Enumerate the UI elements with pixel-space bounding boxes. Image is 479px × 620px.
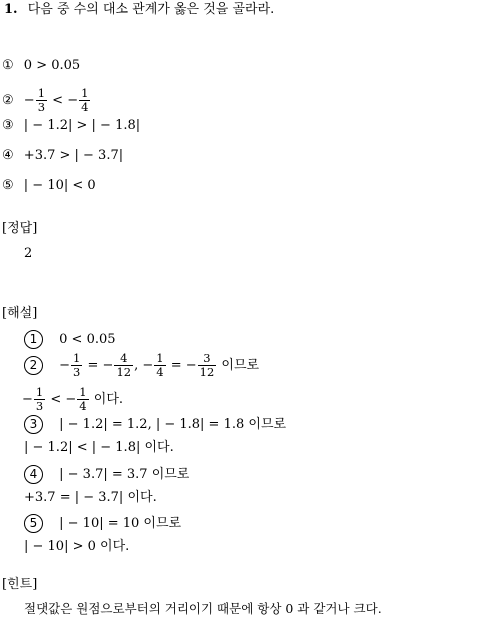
- fraction: [198, 352, 217, 379]
- denominator: 3: [73, 365, 81, 379]
- denominator: 3: [37, 100, 46, 114]
- choice-mark: ⑤: [2, 178, 14, 193]
- minus-sign: −: [22, 392, 33, 407]
- choice-mark: ②: [2, 93, 14, 108]
- numerator: 3: [203, 351, 211, 365]
- denominator: 3: [35, 399, 44, 413]
- answer-value: 2: [24, 246, 33, 261]
- fraction: [34, 386, 45, 413]
- fraction: [154, 352, 165, 379]
- fraction: [71, 352, 82, 379]
- circled-number: 3: [24, 415, 43, 434]
- choice-expression: | − 1.2| > | − 1.8|: [23, 118, 141, 133]
- circled-number: 5: [24, 514, 43, 533]
- circled-number: 2: [24, 356, 43, 375]
- choice-mark: ①: [2, 58, 14, 73]
- operator: = −: [83, 358, 114, 373]
- operator: , −: [134, 358, 154, 373]
- explanation-5-line-2: | − 10| > 0 이다.: [24, 539, 130, 554]
- answer-header: [정답]: [2, 221, 38, 236]
- explanation-3-line-2: | − 1.2| < | − 1.8| 이다.: [24, 440, 174, 455]
- circled-number: 4: [24, 465, 43, 484]
- numerator: 4: [120, 351, 128, 365]
- choice-1: [2, 58, 80, 74]
- choice-5: [2, 178, 96, 194]
- choice-expression: +3.7 > | − 3.7|: [23, 148, 124, 163]
- operator: = −: [166, 358, 197, 373]
- denominator: 4: [81, 100, 89, 114]
- fraction: [77, 386, 88, 413]
- choice-2: [2, 86, 91, 116]
- explanation-1: [24, 330, 116, 349]
- explanation-header: [해설]: [2, 306, 38, 321]
- explanation-3-line-1: [24, 415, 286, 434]
- numerator: 1: [37, 86, 46, 100]
- hint-text: 절댓값은 원점으로부터의 거리이기 때문에 항상 0 과 같거나 크다.: [24, 601, 382, 616]
- explanation-expression: 0 < 0.05: [59, 332, 116, 347]
- hint-header: [힌트]: [2, 577, 38, 592]
- question-text: 다음 중 수의 대소 관계가 옳은 것을 골라라.: [27, 2, 275, 17]
- choice-expression: | − 10| < 0: [23, 178, 96, 193]
- question-line: [4, 2, 274, 18]
- fraction: [114, 352, 133, 379]
- operator: < −: [48, 93, 79, 108]
- explanation-expression: | − 3.7| = 3.7 이므로: [59, 467, 190, 482]
- explanation-2-line-1: [24, 351, 259, 381]
- fraction: [36, 87, 47, 114]
- fraction: [79, 87, 90, 114]
- circled-number: 1: [24, 330, 43, 349]
- choice-mark: ③: [2, 118, 14, 133]
- denominator: 12: [116, 365, 132, 379]
- question-number: 1.: [4, 2, 18, 17]
- minus-sign: −: [59, 358, 71, 373]
- choice-expression: 0 > 0.05: [23, 58, 81, 73]
- numerator: 1: [79, 385, 87, 399]
- numerator: 1: [81, 86, 89, 100]
- choice-4: [2, 148, 123, 164]
- choice-expression: [23, 86, 92, 114]
- explanation-text: 이므로: [217, 358, 260, 373]
- numerator: 1: [156, 351, 164, 365]
- operator: < −: [46, 392, 77, 407]
- choice-3: [2, 118, 140, 134]
- denominator: 12: [199, 365, 215, 379]
- numerator: 1: [35, 385, 44, 399]
- choice-mark: ④: [2, 148, 14, 163]
- minus-sign: −: [23, 93, 35, 108]
- numerator: 1: [73, 351, 81, 365]
- explanation-expression: | − 10| = 10 이므로: [59, 516, 182, 531]
- explanation-5-line-1: [24, 514, 181, 533]
- explanation-text: 이다.: [89, 392, 124, 407]
- explanation-expression: | − 1.2| = 1.2, | − 1.8| = 1.8 이므로: [59, 417, 287, 432]
- explanation-4-line-2: +3.7 = | − 3.7| 이다.: [24, 490, 157, 505]
- denominator: 4: [79, 399, 87, 413]
- explanation-2-line-2: [22, 385, 123, 415]
- explanation-4-line-1: [24, 465, 189, 484]
- denominator: 4: [156, 365, 164, 379]
